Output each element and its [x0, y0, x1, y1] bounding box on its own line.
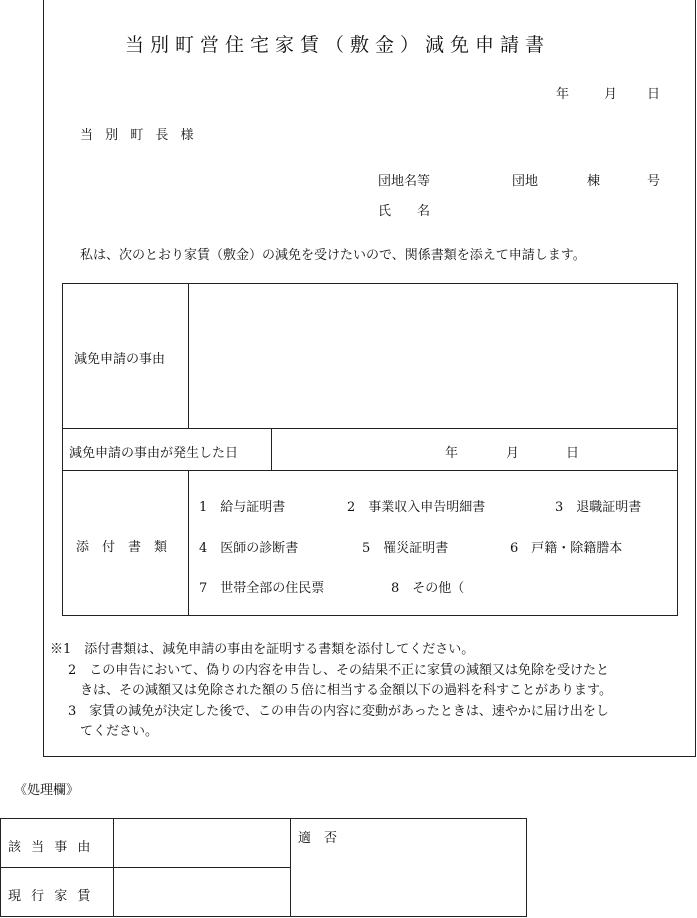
attachment-item: 6 戸籍・除籍謄本 — [510, 541, 623, 556]
processing-heading: 《処理欄》 — [14, 783, 80, 798]
table-rule-1 — [62, 428, 678, 429]
table-divider-row3 — [188, 470, 189, 616]
attachment-item: 1 給与証明書 — [199, 500, 286, 515]
processing-divider-2 — [290, 818, 291, 917]
attachment-item: 2 事業収入申告明細書 — [347, 500, 486, 515]
table-divider-row1 — [188, 283, 189, 428]
attachment-item: 4 医師の診断書 — [199, 541, 299, 556]
form-title: 当別町営住宅家賃（敷金）減免申請書 — [125, 34, 551, 56]
attachment-item: 5 罹災証明書 — [362, 541, 449, 556]
occurred-day: 日 — [566, 446, 580, 461]
date-year-label: 年 — [556, 87, 570, 102]
note-2-line-2: きは、その減額又は免除された額の５倍に相当する金額以下の過料を科すことがあります。 — [80, 683, 612, 698]
attachment-item: 3 退職証明書 — [555, 500, 642, 515]
attachment-item: 7 世帯全部の住民票 — [199, 581, 325, 596]
complex-label: 団地名等 — [378, 174, 431, 189]
current-rent-label: 現 行 家 賃 — [8, 889, 94, 904]
note-3-line-2: てください。 — [80, 724, 159, 739]
intro-text: 私は、次のとおり家賃（敷金）の減免を受けたいので、関係書類を添えて申請します。 — [80, 248, 586, 263]
note-2-line-1: 2 この申告において、偽りの内容を申告し、その結果不正に家賃の減額又は免除を受けたと — [68, 663, 610, 678]
reason-field[interactable] — [190, 285, 676, 426]
date-month-label: 月 — [604, 87, 618, 102]
name-label: 氏 名 — [378, 204, 431, 219]
addressee: 当 別 町 長 様 — [80, 128, 198, 143]
processing-rule — [0, 867, 290, 868]
occurred-month: 月 — [506, 446, 520, 461]
occurred-year: 年 — [445, 446, 459, 461]
applicable-reason-label: 該 当 事 由 — [8, 840, 94, 855]
room-unit: 号 — [647, 174, 661, 189]
occurred-date-label: 減免申請の事由が発生した日 — [69, 446, 239, 461]
building-unit: 棟 — [587, 174, 601, 189]
approval-label: 適 否 — [298, 831, 338, 846]
table-rule-2 — [62, 470, 678, 471]
table-divider-row2 — [271, 428, 272, 470]
reason-label: 減免申請の事由 — [74, 352, 166, 367]
attachments-label: 添 付 書 類 — [76, 540, 168, 555]
complex-unit: 団地 — [512, 174, 539, 189]
date-day-label: 日 — [647, 87, 661, 102]
note-3-line-1: 3 家賃の減免が決定した後で、この申告の内容に変動があったときは、速やかに届け出をし — [68, 704, 609, 719]
note-1: ※1 添付書類は、減免申請の事由を証明する書類を添付してください。 — [50, 642, 475, 657]
attachment-item: 8 その他（ — [391, 581, 465, 596]
